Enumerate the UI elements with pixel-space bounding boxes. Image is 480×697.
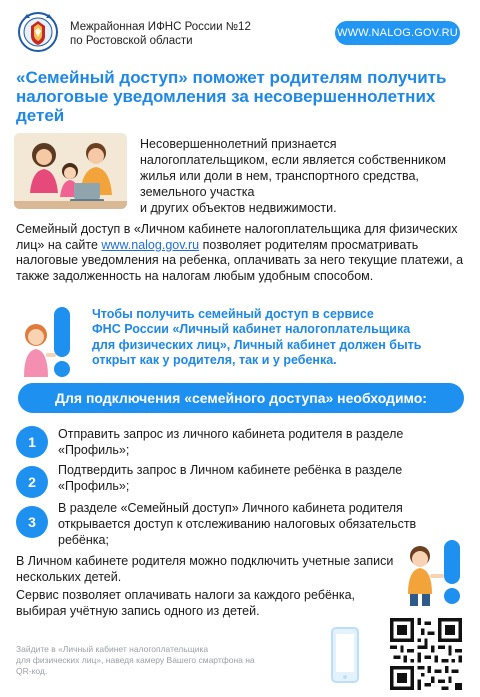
fns-emblem-icon (18, 10, 58, 56)
intro-line: и других объектов недвижимости. (140, 201, 337, 215)
body-text-part: позволяет родителям просматривать налоговые уведомления на ребенка, оплачивать за него текущие платежи, а также задолженность на налогам любым удобным способом. (16, 237, 464, 283)
body-paragraph (16, 222, 468, 284)
qr-code-icon[interactable] (390, 618, 462, 690)
org-name-line: по Ростовской области (70, 35, 193, 47)
qr-hint-line: для физических лиц», наведя камеру Вашего смартфона на (16, 655, 255, 665)
intro-line: налогоплательщиком, если является собственником (140, 153, 446, 167)
step-1-text (58, 426, 458, 458)
callout-text (92, 307, 470, 369)
qr-hint (16, 644, 316, 677)
step-line: «Профиль»; (58, 443, 130, 457)
callout-line: для физических лиц», Личный кабинет должен быть (92, 337, 422, 352)
intro-line: жилья или доли в нем, транспортного средства, (140, 169, 419, 183)
org-name-line: Межрайонная ИФНС России №12 (70, 21, 251, 33)
step-number-3: 3 (16, 506, 48, 538)
bottom-line: В Личном кабинете родителя можно подключить учетные записи (16, 554, 394, 568)
nalog-link[interactable]: www.nalog.gov.ru (101, 237, 200, 252)
step-line: Подтвердить запрос в Личном кабинете ребёнка в разделе (58, 463, 403, 477)
qr-hint-line: QR-код. (16, 666, 48, 676)
intro-line: Несовершеннолетний признается (140, 137, 337, 151)
step-number-1: 1 (16, 426, 48, 458)
intro-text (140, 136, 470, 216)
step-line: открывается доступ к отслеживанию налоговых обязательств (58, 517, 417, 531)
exclamation-girl-icon (16, 305, 80, 379)
body-text-part: Семейный доступ в «Личном кабинете налогоплательщика для физических лиц» на сайте (16, 222, 458, 252)
org-name (70, 20, 251, 48)
family-at-laptop-icon (14, 133, 127, 209)
callout-line: Чтобы получить семейный доступ в сервисе (92, 307, 374, 321)
exclamation-boy-icon (396, 538, 472, 608)
callout-line: ФНС России «Личный кабинет налогоплательщика (92, 322, 411, 337)
bottom-line: Сервис позволяет оплачивать налоги за каждого ребёнка, (16, 588, 356, 602)
intro-line: земельного участка (140, 185, 255, 199)
qr-hint-line: Зайдите в «Личный кабинет налогоплательщика (16, 644, 209, 654)
step-line: «Профиль»; (58, 479, 130, 493)
requirements-banner: Для подключения «семейного доступа» необходимо: (18, 383, 464, 413)
site-link-button[interactable]: WWW.NALOG.GOV.RU (335, 21, 460, 45)
page-title: «Семейный доступ» поможет родителям получить налоговые уведомления за несовершеннолетних детей (16, 68, 447, 125)
bottom-line: выбирая учётную запись одного из детей. (16, 603, 260, 618)
boy-illustration (396, 538, 472, 608)
step-line: Отправить запрос из личного кабинета родителя в разделе (58, 427, 404, 441)
bottom-paragraph (16, 588, 416, 619)
family-illustration (14, 133, 127, 209)
step-2-text (58, 462, 458, 494)
bottom-paragraph (16, 554, 416, 585)
callout-line: открыт как у родителя, так и у ребенка. (92, 353, 337, 368)
smartphone-icon (330, 626, 360, 684)
girl-illustration (16, 305, 80, 379)
step-line: ребёнка; (58, 533, 109, 547)
header (0, 0, 480, 66)
bottom-line: нескольких детей. (16, 569, 122, 584)
step-number-2: 2 (16, 466, 48, 498)
step-line: В разделе «Семейный доступ» Личного кабинета родителя (58, 501, 403, 515)
